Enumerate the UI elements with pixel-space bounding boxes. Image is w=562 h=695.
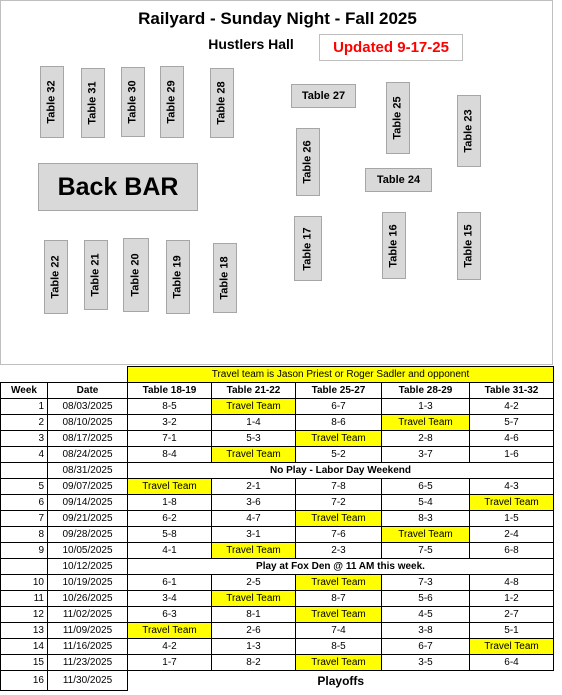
date-cell: 08/31/2025 bbox=[48, 463, 128, 479]
header-row bbox=[1, 383, 554, 399]
schedule-note: Play at Fox Den @ 11 AM this week. bbox=[128, 559, 554, 575]
date-cell: 11/30/2025 bbox=[48, 671, 128, 691]
date-cell: 11/16/2025 bbox=[48, 639, 128, 655]
matchup-cell: 5-4 bbox=[382, 495, 470, 511]
matchup-cell: 8-5 bbox=[296, 639, 382, 655]
week-cell: 3 bbox=[1, 431, 48, 447]
travel-team-cell: Travel Team bbox=[212, 543, 296, 559]
back-bar: Back BAR bbox=[38, 163, 198, 211]
week-cell: 1 bbox=[1, 399, 48, 415]
matchup-cell: 4-7 bbox=[212, 511, 296, 527]
matchup-cell: 5-1 bbox=[470, 623, 554, 639]
matchup-cell: 4-5 bbox=[382, 607, 470, 623]
matchup-cell: 8-4 bbox=[128, 447, 212, 463]
matchup-cell: 4-3 bbox=[470, 479, 554, 495]
date-cell: 10/26/2025 bbox=[48, 591, 128, 607]
matchup-cell: 8-5 bbox=[128, 399, 212, 415]
week-cell: 11 bbox=[1, 591, 48, 607]
schedule-note: No Play - Labor Day Weekend bbox=[128, 463, 554, 479]
matchup-cell: 8-7 bbox=[296, 591, 382, 607]
table-row bbox=[1, 543, 554, 559]
week-cell: 12 bbox=[1, 607, 48, 623]
matchup-cell: 1-3 bbox=[382, 399, 470, 415]
blank-cell bbox=[1, 367, 48, 383]
matchup-cell: 2-4 bbox=[470, 527, 554, 543]
matchup-cell: 3-8 bbox=[382, 623, 470, 639]
matchup-cell: 1-2 bbox=[470, 591, 554, 607]
matchup-cell: 6-5 bbox=[382, 479, 470, 495]
travel-team-cell: Travel Team bbox=[296, 431, 382, 447]
table-29: Table 29 bbox=[160, 66, 184, 138]
week-cell: 9 bbox=[1, 543, 48, 559]
table-row bbox=[1, 415, 554, 431]
matchup-cell: 3-4 bbox=[128, 591, 212, 607]
table-16: Table 16 bbox=[382, 212, 406, 279]
matchup-cell: 4-6 bbox=[470, 431, 554, 447]
playoffs-label: Playoffs bbox=[317, 673, 365, 688]
date-cell: 08/10/2025 bbox=[48, 415, 128, 431]
matchup-cell: 6-8 bbox=[470, 543, 554, 559]
matchup-cell: 7-6 bbox=[296, 527, 382, 543]
matchup-cell: 6-7 bbox=[296, 399, 382, 415]
matchup-cell: 6-3 bbox=[128, 607, 212, 623]
table-20: Table 20 bbox=[123, 238, 149, 312]
week-cell bbox=[1, 559, 48, 575]
matchup-cell: 3-2 bbox=[128, 415, 212, 431]
date-cell: 10/12/2025 bbox=[48, 559, 128, 575]
matchup-cell: 5-6 bbox=[382, 591, 470, 607]
travel-team-cell: Travel Team bbox=[128, 623, 212, 639]
date-cell: 08/03/2025 bbox=[48, 399, 128, 415]
matchup-cell: 4-2 bbox=[128, 639, 212, 655]
matchup-cell: 3-1 bbox=[212, 527, 296, 543]
date-cell: 11/02/2025 bbox=[48, 607, 128, 623]
travel-team-cell: Travel Team bbox=[470, 495, 554, 511]
table-row bbox=[1, 511, 554, 527]
table-row bbox=[1, 447, 554, 463]
week-cell: 8 bbox=[1, 527, 48, 543]
matchup-cell: 1-8 bbox=[128, 495, 212, 511]
matchup-cell: 7-4 bbox=[296, 623, 382, 639]
matchup-cell: 3-5 bbox=[382, 655, 470, 671]
table-row bbox=[1, 559, 554, 575]
date-cell: 09/07/2025 bbox=[48, 479, 128, 495]
table-28: Table 28 bbox=[210, 68, 234, 138]
matchup-cell: 7-8 bbox=[296, 479, 382, 495]
matchup-cell: 1-3 bbox=[212, 639, 296, 655]
table-22: Table 22 bbox=[44, 240, 68, 314]
matchup-cell: 5-3 bbox=[212, 431, 296, 447]
table-row bbox=[1, 479, 554, 495]
matchup-cell: 7-3 bbox=[382, 575, 470, 591]
table-row bbox=[1, 671, 554, 691]
matchup-cell: 2-6 bbox=[212, 623, 296, 639]
date-cell: 11/23/2025 bbox=[48, 655, 128, 671]
travel-team-cell: Travel Team bbox=[128, 479, 212, 495]
matchup-cell: 8-1 bbox=[212, 607, 296, 623]
matchup-cell: 1-6 bbox=[470, 447, 554, 463]
table-row bbox=[1, 623, 554, 639]
matchup-cell: 8-3 bbox=[382, 511, 470, 527]
date-cell: 11/09/2025 bbox=[48, 623, 128, 639]
matchup-cell: 5-2 bbox=[296, 447, 382, 463]
date-cell: 08/24/2025 bbox=[48, 447, 128, 463]
week-cell: 4 bbox=[1, 447, 48, 463]
matchup-cell: 8-6 bbox=[296, 415, 382, 431]
week-cell bbox=[1, 463, 48, 479]
table-row bbox=[1, 495, 554, 511]
table-row bbox=[1, 639, 554, 655]
table-row bbox=[1, 607, 554, 623]
matchup-cell: 4-1 bbox=[128, 543, 212, 559]
matchup-cell: 1-5 bbox=[470, 511, 554, 527]
column-header: Week bbox=[1, 383, 48, 399]
column-header: Table 25-27 bbox=[296, 383, 382, 399]
table-24: Table 24 bbox=[365, 168, 432, 192]
matchup-cell: 2-5 bbox=[212, 575, 296, 591]
matchup-cell: 1-7 bbox=[128, 655, 212, 671]
matchup-cell: 6-7 bbox=[382, 639, 470, 655]
table-row bbox=[1, 399, 554, 415]
travel-note-row bbox=[1, 367, 554, 383]
matchup-cell: 6-2 bbox=[128, 511, 212, 527]
blank-cell bbox=[48, 367, 128, 383]
column-header: Table 21-22 bbox=[212, 383, 296, 399]
column-header: Date bbox=[48, 383, 128, 399]
travel-team-cell: Travel Team bbox=[212, 447, 296, 463]
table-18: Table 18 bbox=[213, 243, 237, 313]
date-cell: 08/17/2025 bbox=[48, 431, 128, 447]
travel-team-cell: Travel Team bbox=[470, 639, 554, 655]
travel-team-cell: Travel Team bbox=[296, 575, 382, 591]
table-row bbox=[1, 463, 554, 479]
table-21: Table 21 bbox=[84, 240, 108, 310]
matchup-cell: 8-2 bbox=[212, 655, 296, 671]
table-23: Table 23 bbox=[457, 95, 481, 167]
week-cell: 15 bbox=[1, 655, 48, 671]
table-19: Table 19 bbox=[166, 240, 190, 314]
travel-team-cell: Travel Team bbox=[382, 527, 470, 543]
week-cell: 2 bbox=[1, 415, 48, 431]
week-cell: 13 bbox=[1, 623, 48, 639]
travel-team-cell: Travel Team bbox=[212, 591, 296, 607]
matchup-cell: 5-8 bbox=[128, 527, 212, 543]
week-cell: 14 bbox=[1, 639, 48, 655]
date-cell: 09/21/2025 bbox=[48, 511, 128, 527]
matchup-cell: 6-4 bbox=[470, 655, 554, 671]
week-cell: 6 bbox=[1, 495, 48, 511]
matchup-cell: 2-1 bbox=[212, 479, 296, 495]
table-17: Table 17 bbox=[294, 216, 322, 281]
matchup-cell: 7-5 bbox=[382, 543, 470, 559]
week-cell: 16 bbox=[1, 671, 48, 691]
matchup-cell: 4-2 bbox=[470, 399, 554, 415]
table-25: Table 25 bbox=[386, 82, 410, 154]
schedule-table bbox=[0, 366, 554, 691]
matchup-cell: 6-1 bbox=[128, 575, 212, 591]
column-header: Table 18-19 bbox=[128, 383, 212, 399]
table-row bbox=[1, 591, 554, 607]
updated-badge: Updated 9-17-25 bbox=[319, 34, 463, 61]
matchup-cell: 2-7 bbox=[470, 607, 554, 623]
matchup-cell: 1-4 bbox=[212, 415, 296, 431]
column-header: Table 28-29 bbox=[382, 383, 470, 399]
venue-name: Hustlers Hall bbox=[208, 36, 294, 52]
week-cell: 10 bbox=[1, 575, 48, 591]
matchup-cell: 2-3 bbox=[296, 543, 382, 559]
date-cell: 10/05/2025 bbox=[48, 543, 128, 559]
page-title: Railyard - Sunday Night - Fall 2025 bbox=[138, 9, 417, 28]
table-row bbox=[1, 431, 554, 447]
matchup-cell: 3-6 bbox=[212, 495, 296, 511]
date-cell: 10/19/2025 bbox=[48, 575, 128, 591]
table-27: Table 27 bbox=[291, 84, 356, 108]
week-cell: 7 bbox=[1, 511, 48, 527]
matchup-cell: 7-2 bbox=[296, 495, 382, 511]
table-row bbox=[1, 655, 554, 671]
travel-team-cell: Travel Team bbox=[382, 415, 470, 431]
travel-team-note: Travel team is Jason Priest or Roger Sadler and opponent bbox=[128, 367, 554, 383]
table-row bbox=[1, 575, 554, 591]
table-32: Table 32 bbox=[40, 66, 64, 138]
matchup-cell: 4-8 bbox=[470, 575, 554, 591]
table-30: Table 30 bbox=[121, 67, 145, 137]
travel-team-cell: Travel Team bbox=[296, 607, 382, 623]
travel-team-cell: Travel Team bbox=[212, 399, 296, 415]
matchup-cell: 2-8 bbox=[382, 431, 470, 447]
matchup-cell: 5-7 bbox=[470, 415, 554, 431]
table-15: Table 15 bbox=[457, 212, 481, 280]
week-cell: 5 bbox=[1, 479, 48, 495]
date-cell: 09/14/2025 bbox=[48, 495, 128, 511]
table-row bbox=[1, 527, 554, 543]
date-cell: 09/28/2025 bbox=[48, 527, 128, 543]
matchup-cell: 3-7 bbox=[382, 447, 470, 463]
matchup-cell: 7-1 bbox=[128, 431, 212, 447]
travel-team-cell: Travel Team bbox=[296, 655, 382, 671]
table-31: Table 31 bbox=[81, 68, 105, 138]
column-header: Table 31-32 bbox=[470, 383, 554, 399]
travel-team-cell: Travel Team bbox=[296, 511, 382, 527]
table-26: Table 26 bbox=[296, 128, 320, 196]
